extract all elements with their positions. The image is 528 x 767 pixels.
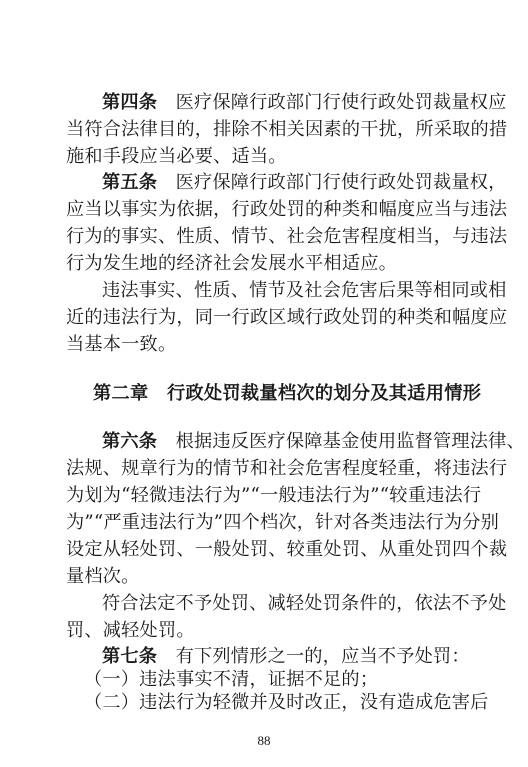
article-4-text-1: 医疗保障行政部门行使行政处罚裁量权应: [175, 92, 507, 113]
article-6-text-1: 根据违反医疗保障基金使用监督管理法律、: [175, 431, 525, 452]
article-5-line-4: 行为发生地的经济社会发展水平相适应。: [66, 253, 397, 274]
article-6-para2-line-2: 罚、减轻处罚。: [66, 620, 195, 641]
article-6-line-5: 设定从轻处罚、一般处罚、较重处罚、从重处罚四个裁: [66, 539, 508, 560]
article-5-label: 第五条: [102, 172, 158, 193]
article-6-line-4: 为”“严重违法行为”四个档次，针对各类违法行为分别: [66, 512, 500, 533]
article-7-text-1: 有下列情形之一的，应当不予处罚：: [175, 646, 470, 667]
article-5-para2-line-2: 近的违法行为，同一行政区域行政处罚的种类和幅度应: [66, 307, 508, 328]
article-5-para2-line-3: 当基本一致。: [66, 334, 177, 355]
article-5-para2-line-1: 违法事实、性质、情节及社会危害后果等相同或相: [102, 280, 507, 301]
article-5-line-1: [102, 172, 507, 194]
article-5-line-3: 行为的事实、性质、情节、社会危害程度相当，与违法: [66, 226, 508, 247]
article-6-line-2: 法规、规章行为的情节和社会危害程度轻重，将违法行: [66, 458, 508, 479]
article-7-item-2: （二）违法行为轻微并及时改正，没有造成危害后: [84, 692, 489, 713]
article-4-line-3: 施和手段应当必要、适当。: [66, 146, 287, 167]
article-4-line-1: [102, 92, 507, 114]
article-7-line-1: [102, 646, 470, 668]
article-7-label: 第七条: [102, 646, 158, 667]
article-5-line-2: 应当以事实为依据，行政处罚的种类和幅度应当与违法: [66, 199, 508, 220]
article-6-label: 第六条: [102, 431, 158, 452]
article-6-line-1: [102, 431, 525, 453]
article-4-label: 第四条: [102, 92, 158, 113]
article-7-item-1: （一）违法事实不清，证据不足的；: [84, 669, 379, 690]
article-6-para2-line-1: 符合法定不予处罚、减轻处罚条件的，依法不予处: [102, 593, 507, 614]
article-6-line-3: 为划为“轻微违法行为”“一般违法行为”“较重违法行: [66, 485, 482, 506]
page-number: 88: [257, 733, 271, 748]
article-4-line-2: 当符合法律目的，排除不相关因素的干扰，所采取的措: [66, 119, 508, 140]
article-5-text-1: 医疗保障行政部门行使行政处罚裁量权，: [175, 172, 507, 193]
article-6-line-6: 量档次。: [66, 566, 140, 587]
chapter-2-title: 第二章 行政处罚裁量档次的划分及其适用情形: [93, 383, 482, 404]
